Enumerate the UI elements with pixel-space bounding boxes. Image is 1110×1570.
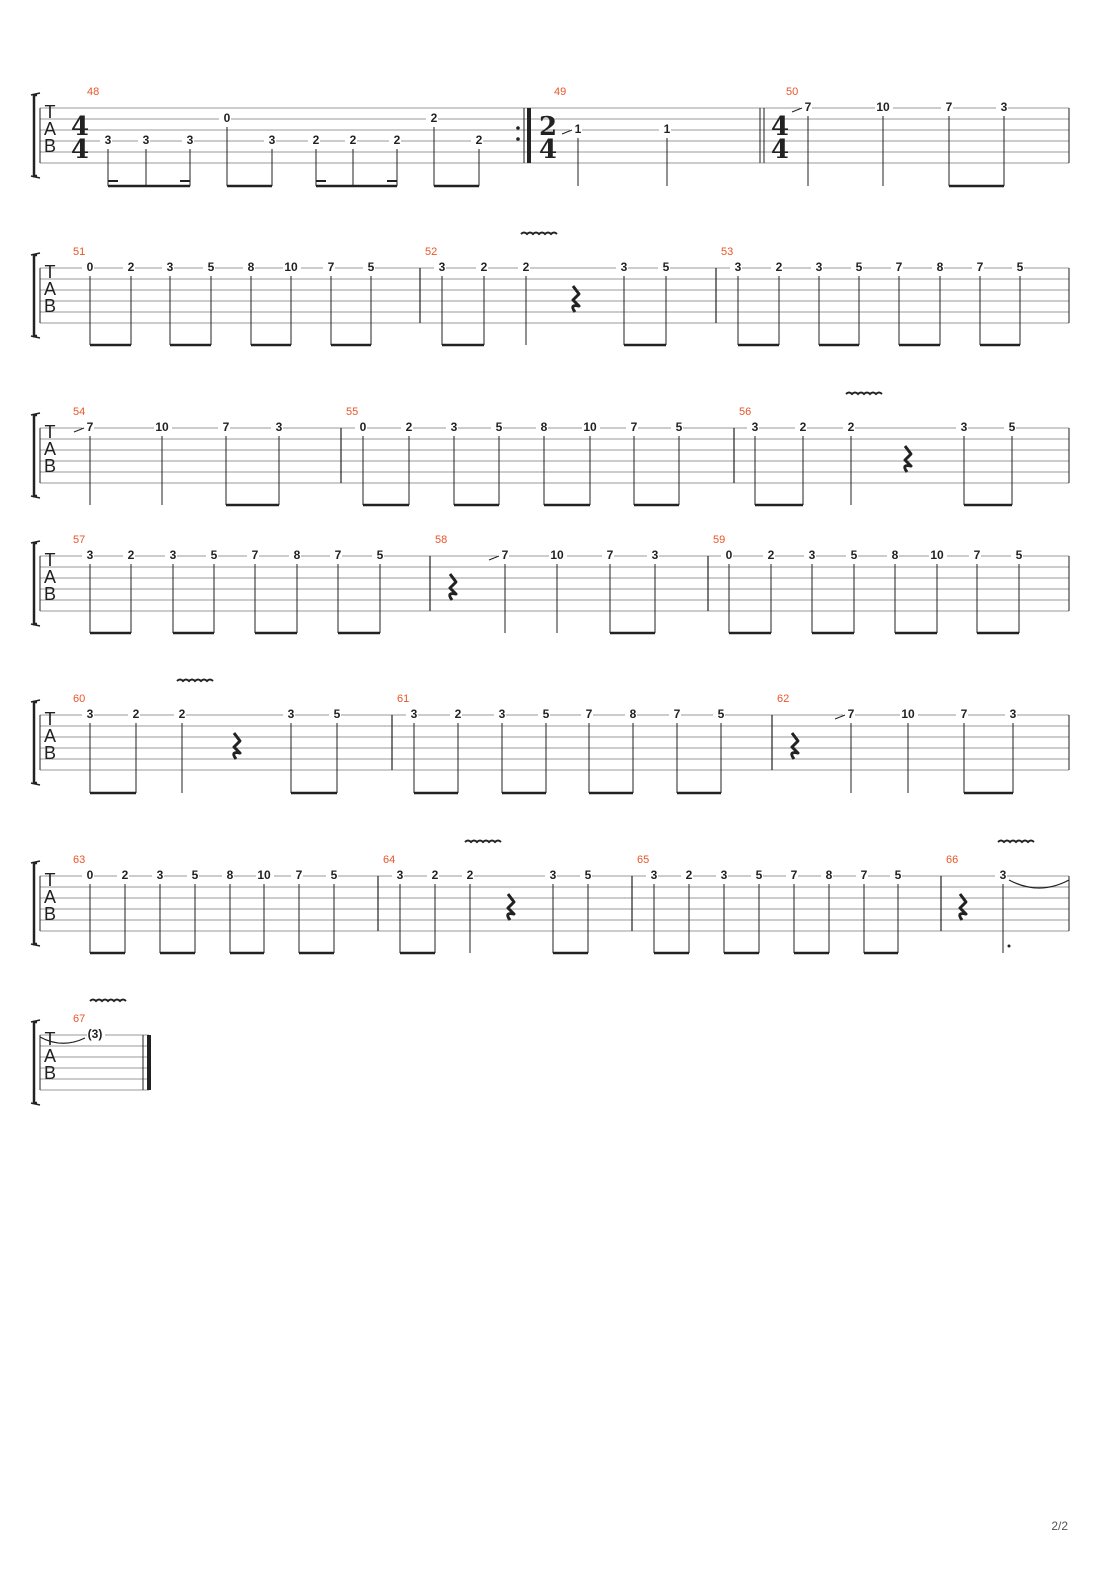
fret-number: 3 bbox=[396, 868, 404, 882]
tab-clef-letter: B bbox=[43, 136, 57, 156]
measure-number: 60 bbox=[73, 693, 86, 705]
tab-clef-letter: B bbox=[43, 584, 57, 604]
fret-number: 5 bbox=[584, 868, 592, 882]
tab-clef-letter: A bbox=[43, 119, 57, 139]
repeat-dot bbox=[516, 126, 520, 130]
tab-clef-letter: T bbox=[44, 262, 56, 282]
fret-number: 3 bbox=[142, 133, 150, 147]
fret-number: 2 bbox=[430, 111, 438, 125]
fret-number: 3 bbox=[410, 707, 418, 721]
fret-number: 2 bbox=[178, 707, 186, 721]
fret-number: 0 bbox=[725, 548, 733, 562]
fret-number: 7 bbox=[847, 707, 855, 721]
vibrato-mark bbox=[177, 680, 213, 682]
fret-number: 3 bbox=[104, 133, 112, 147]
fret-number: 8 bbox=[226, 868, 234, 882]
fret-number: 8 bbox=[936, 260, 944, 274]
vibrato-mark bbox=[998, 841, 1034, 843]
tab-clef-letter: T bbox=[44, 550, 56, 570]
fret-number: 3 bbox=[651, 548, 659, 562]
fret-number: 3 bbox=[999, 868, 1007, 882]
fret-number: 2 bbox=[775, 260, 783, 274]
fret-number: 3 bbox=[268, 133, 276, 147]
fret-number: 5 bbox=[1008, 420, 1016, 434]
tab-clef-letter: B bbox=[43, 1063, 57, 1083]
fret-number: 3 bbox=[86, 548, 94, 562]
time-signature-denominator: 4 bbox=[538, 135, 558, 165]
fret-number: 5 bbox=[850, 548, 858, 562]
fret-number: 5 bbox=[207, 260, 215, 274]
repeat-dot bbox=[516, 137, 520, 141]
time-signature-numerator: 2 bbox=[538, 112, 558, 142]
bracket-bottom-hook bbox=[31, 336, 40, 338]
fret-number: 2 bbox=[454, 707, 462, 721]
fret-number: 2 bbox=[349, 133, 357, 147]
measure-number: 58 bbox=[435, 534, 448, 546]
bracket-top-hook bbox=[31, 413, 40, 415]
fret-number: 3 bbox=[734, 260, 742, 274]
fret-number: 7 bbox=[295, 868, 303, 882]
vibrato-mark bbox=[521, 233, 557, 235]
measure-number: 48 bbox=[87, 86, 100, 98]
system-bracket bbox=[34, 95, 37, 176]
system-bracket bbox=[34, 1022, 37, 1103]
time-signature-numerator: 4 bbox=[770, 112, 790, 142]
fret-number: 2 bbox=[127, 548, 135, 562]
bracket-bottom-hook bbox=[31, 496, 40, 498]
fret-number: 10 bbox=[550, 548, 564, 562]
vibrato-mark bbox=[465, 841, 501, 843]
system-bracket bbox=[34, 415, 37, 496]
fret-number: 2 bbox=[480, 260, 488, 274]
fret-number: 3 bbox=[186, 133, 194, 147]
fret-number: 3 bbox=[287, 707, 295, 721]
fret-number: 5 bbox=[755, 868, 763, 882]
fret-number: 5 bbox=[210, 548, 218, 562]
fret-number: 5 bbox=[495, 420, 503, 434]
measure-number: 52 bbox=[425, 246, 438, 258]
measure-number: 64 bbox=[383, 854, 396, 866]
fret-number: 5 bbox=[855, 260, 863, 274]
tab-clef-letter: A bbox=[43, 567, 57, 587]
measure-number: 51 bbox=[73, 246, 86, 258]
tab-clef-letter: A bbox=[43, 887, 57, 907]
measure-number: 55 bbox=[346, 406, 359, 418]
tab-clef-letter: A bbox=[43, 726, 57, 746]
fret-number: 0 bbox=[86, 868, 94, 882]
fret-number: 7 bbox=[334, 548, 342, 562]
fret-number: 7 bbox=[222, 420, 230, 434]
fret-number: 5 bbox=[894, 868, 902, 882]
fret-number: 8 bbox=[629, 707, 637, 721]
fret-number: 10 bbox=[284, 260, 298, 274]
fret-number: 3 bbox=[86, 707, 94, 721]
bracket-top-hook bbox=[31, 541, 40, 543]
tab-clef-letter: T bbox=[44, 102, 56, 122]
fret-number: 7 bbox=[973, 548, 981, 562]
fret-number: 5 bbox=[367, 260, 375, 274]
fret-number: 3 bbox=[166, 260, 174, 274]
bracket-bottom-hook bbox=[31, 783, 40, 785]
time-signature-numerator: 4 bbox=[70, 112, 90, 142]
fret-number: 5 bbox=[542, 707, 550, 721]
bracket-top-hook bbox=[31, 861, 40, 863]
fret-number: 7 bbox=[606, 548, 614, 562]
fret-number: 3 bbox=[808, 548, 816, 562]
fret-number: 3 bbox=[275, 420, 283, 434]
fret-number: 0 bbox=[86, 260, 94, 274]
time-signature-denominator: 4 bbox=[70, 135, 90, 165]
vibrato-mark bbox=[90, 1000, 126, 1002]
fret-number: 2 bbox=[799, 420, 807, 434]
bracket-top-hook bbox=[31, 700, 40, 702]
fret-number: 10 bbox=[930, 548, 944, 562]
fret-number: 3 bbox=[498, 707, 506, 721]
fret-number: 8 bbox=[825, 868, 833, 882]
fret-number: 10 bbox=[583, 420, 597, 434]
fret-number: 2 bbox=[393, 133, 401, 147]
fret-number: 2 bbox=[767, 548, 775, 562]
fret-number: 5 bbox=[675, 420, 683, 434]
fret-number: 3 bbox=[156, 868, 164, 882]
fret-number: 2 bbox=[312, 133, 320, 147]
tab-clef-letter: T bbox=[44, 870, 56, 890]
fret-number: 8 bbox=[293, 548, 301, 562]
fret-number: 7 bbox=[673, 707, 681, 721]
system-bracket bbox=[34, 863, 37, 944]
measure-number: 53 bbox=[721, 246, 734, 258]
fret-number: 7 bbox=[585, 707, 593, 721]
fret-number: 3 bbox=[720, 868, 728, 882]
measure-number: 49 bbox=[554, 86, 567, 98]
fret-number: 3 bbox=[650, 868, 658, 882]
fret-number: 3 bbox=[438, 260, 446, 274]
fret-number: 2 bbox=[405, 420, 413, 434]
system-bracket bbox=[34, 702, 37, 783]
system-bracket bbox=[34, 255, 37, 336]
fret-number: 5 bbox=[191, 868, 199, 882]
fret-number: 7 bbox=[251, 548, 259, 562]
fret-number: 5 bbox=[662, 260, 670, 274]
measure-number: 61 bbox=[397, 693, 410, 705]
fret-number: 8 bbox=[540, 420, 548, 434]
fret-number: 2 bbox=[431, 868, 439, 882]
tab-clef-letter: A bbox=[43, 1046, 57, 1066]
fret-number: 7 bbox=[630, 420, 638, 434]
fret-number: 3 bbox=[549, 868, 557, 882]
bracket-top-hook bbox=[31, 253, 40, 255]
fret-number: 7 bbox=[327, 260, 335, 274]
fret-number: 5 bbox=[1015, 548, 1023, 562]
tab-clef-letter: B bbox=[43, 904, 57, 924]
fret-number: 5 bbox=[333, 707, 341, 721]
fret-number: 7 bbox=[790, 868, 798, 882]
fret-number: 3 bbox=[815, 260, 823, 274]
measure-number: 66 bbox=[946, 854, 959, 866]
bracket-bottom-hook bbox=[31, 176, 40, 178]
fret-number: 10 bbox=[155, 420, 169, 434]
bracket-bottom-hook bbox=[31, 944, 40, 946]
time-signature-denominator: 4 bbox=[770, 135, 790, 165]
fret-number: 1 bbox=[574, 122, 582, 136]
bracket-bottom-hook bbox=[31, 624, 40, 626]
bracket-bottom-hook bbox=[31, 1103, 40, 1105]
fret-number: 2 bbox=[685, 868, 693, 882]
fret-number: 2 bbox=[475, 133, 483, 147]
tab-clef-letter: B bbox=[43, 456, 57, 476]
fret-number: 2 bbox=[121, 868, 129, 882]
fret-number: 7 bbox=[960, 707, 968, 721]
fret-number: 3 bbox=[1000, 100, 1008, 114]
fret-number: 2 bbox=[132, 707, 140, 721]
page-number: 2/2 bbox=[1051, 1519, 1068, 1533]
measure-number: 50 bbox=[786, 86, 799, 98]
tab-clef-letter: B bbox=[43, 296, 57, 316]
tab-clef-letter: A bbox=[43, 439, 57, 459]
fret-number: 10 bbox=[257, 868, 271, 882]
fret-number: 1 bbox=[663, 122, 671, 136]
fret-number: 7 bbox=[86, 420, 94, 434]
fret-number: 3 bbox=[169, 548, 177, 562]
fret-number: 8 bbox=[891, 548, 899, 562]
fret-number: 2 bbox=[127, 260, 135, 274]
tab-clef-letter: T bbox=[44, 709, 56, 729]
fret-number: 8 bbox=[247, 260, 255, 274]
vibrato-mark bbox=[846, 393, 882, 395]
measure-number: 65 bbox=[637, 854, 650, 866]
bracket-top-hook bbox=[31, 1020, 40, 1022]
measure-number: 62 bbox=[777, 693, 790, 705]
fret-number: 7 bbox=[895, 260, 903, 274]
fret-number: 7 bbox=[945, 100, 953, 114]
fret-number: 3 bbox=[450, 420, 458, 434]
fret-number: 5 bbox=[330, 868, 338, 882]
fret-number: 7 bbox=[804, 100, 812, 114]
fret-number: 5 bbox=[717, 707, 725, 721]
tab-clef-letter: B bbox=[43, 743, 57, 763]
measure-number: 56 bbox=[739, 406, 752, 418]
measure-number: 57 bbox=[73, 534, 86, 546]
fret-number: 10 bbox=[901, 707, 915, 721]
fret-number: 3 bbox=[751, 420, 759, 434]
fret-number: 5 bbox=[1016, 260, 1024, 274]
fret-number: 5 bbox=[376, 548, 384, 562]
measure-number: 67 bbox=[73, 1013, 86, 1025]
fret-number: 0 bbox=[223, 111, 231, 125]
fret-number: 2 bbox=[466, 868, 474, 882]
tab-clef-letter: T bbox=[44, 1029, 56, 1049]
tab-clef-letter: A bbox=[43, 279, 57, 299]
measure-number: 54 bbox=[73, 406, 86, 418]
fret-number: 3 bbox=[1009, 707, 1017, 721]
fret-number: 7 bbox=[860, 868, 868, 882]
fret-number: 2 bbox=[522, 260, 530, 274]
measure-number: 63 bbox=[73, 854, 86, 866]
fret-number: 0 bbox=[359, 420, 367, 434]
fret-number: 3 bbox=[960, 420, 968, 434]
bracket-top-hook bbox=[31, 93, 40, 95]
augmentation-dot bbox=[1008, 945, 1011, 948]
fret-number: (3) bbox=[87, 1027, 103, 1041]
fret-number: 10 bbox=[876, 100, 890, 114]
fret-number: 7 bbox=[976, 260, 984, 274]
system-bracket bbox=[34, 543, 37, 624]
fret-number: 2 bbox=[847, 420, 855, 434]
fret-number: 7 bbox=[501, 548, 509, 562]
fret-number: 3 bbox=[620, 260, 628, 274]
measure-number: 59 bbox=[713, 534, 726, 546]
tab-clef-letter: T bbox=[44, 422, 56, 442]
